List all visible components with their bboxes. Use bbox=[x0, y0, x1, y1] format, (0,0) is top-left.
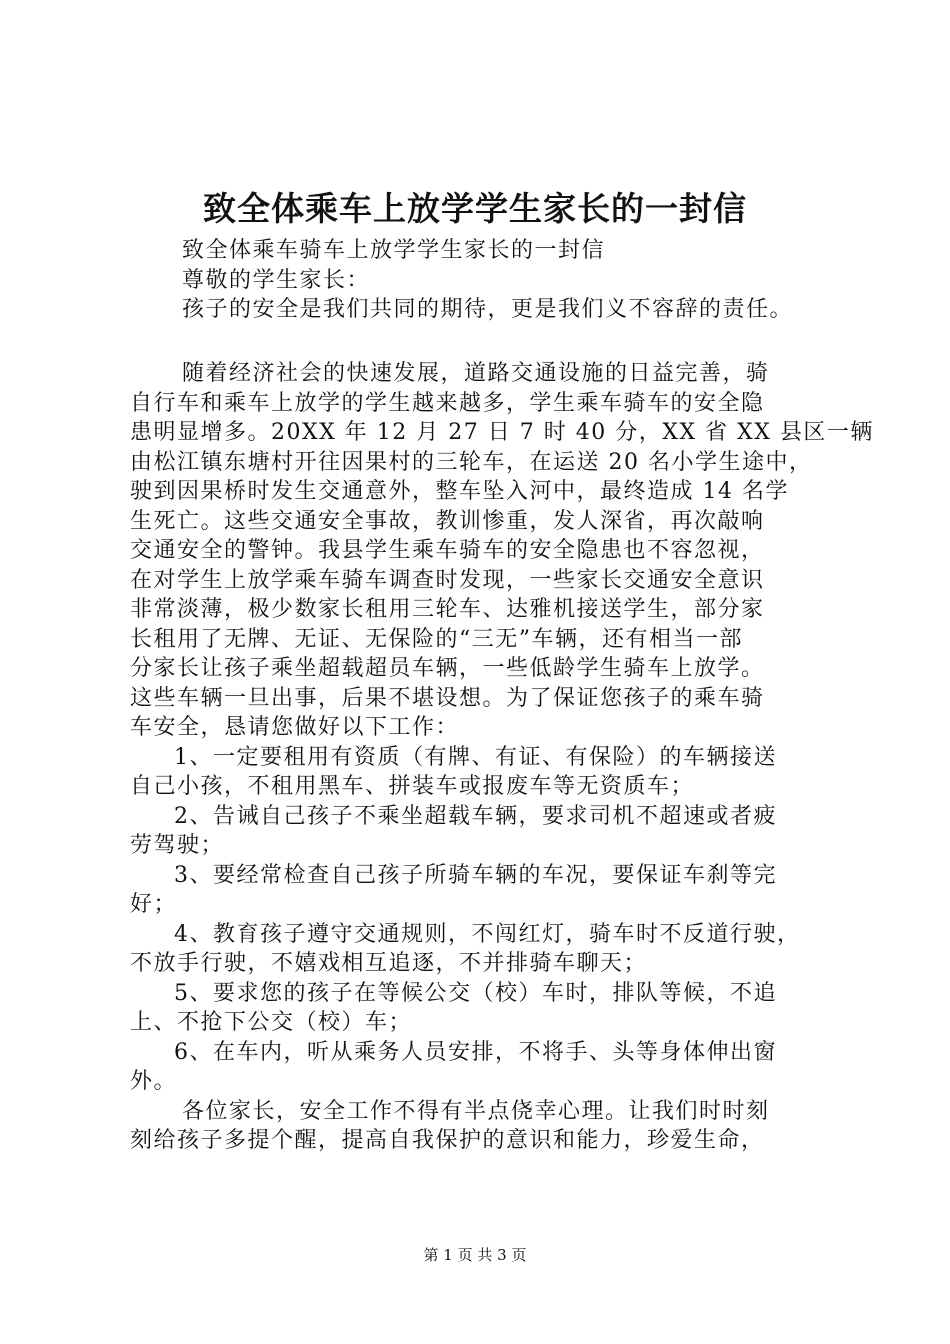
list-item-5-line2: 上、不抢下公交（校）车； bbox=[130, 1010, 413, 1035]
list-item-2-line1: 2、告诫自己孩子不乘坐超载车辆，要求司机不超速或者疲 bbox=[174, 803, 777, 829]
paragraph-line: 随着经济社会的快速发展，道路交通设施的日益完善，骑 bbox=[182, 361, 770, 386]
paragraph-line: 交通安全的警钟。我县学生乘车骑车的安全隐患也不容忽视， bbox=[130, 538, 765, 563]
paragraph-line: 由松江镇东塘村开往因果村的三轮车，在运送 20 名小学生途中， bbox=[130, 449, 813, 475]
paragraph-line: 车安全，恳请您做好以下工作： bbox=[130, 715, 460, 740]
list-item-3-line1: 3、要经常检查自己孩子所骑车辆的车况，要保证车刹等完 bbox=[174, 862, 777, 888]
list-item-3-line2: 好； bbox=[130, 892, 178, 917]
list-item-1-line2: 自己小孩，不租用黑车、拼装车或报废车等无资质车； bbox=[130, 774, 695, 799]
list-item-1-line1: 1、一定要租用有资质（有牌、有证、有保险）的车辆接送 bbox=[174, 744, 777, 770]
paragraph-line: 在对学生上放学乘车骑车调查时发现，一些家长交通安全意识 bbox=[130, 567, 765, 593]
opening-sentence: 孩子的安全是我们共同的期待，更是我们义不容辞的责任。 bbox=[182, 297, 794, 322]
paragraph-line: 患明显增多。20XX 年 12 月 27 日 7 时 40 分，XX 省 XX 县区一辆 bbox=[130, 420, 874, 445]
paragraph-line: 驶到因果桥时发生交通意外，整车坠入河中，最终造成 14 名学 bbox=[130, 479, 789, 504]
list-item-4-line1: 4、教育孩子遵守交通规则，不闯红灯，骑车时不反道行驶， bbox=[174, 921, 801, 947]
paragraph-line: 长租用了无牌、无证、无保险的“三无”车辆，还有相当一部 bbox=[130, 626, 743, 652]
paragraph-line: 分家长让孩子乘坐超载超员车辆，一些低龄学生骑车上放学。 bbox=[130, 656, 765, 681]
salutation: 尊敬的学生家长： bbox=[182, 267, 371, 293]
list-item-5-line1: 5、要求您的孩子在等候公交（校）车时，排队等候，不追 bbox=[174, 980, 777, 1006]
closing-line: 刻给孩子多提个醒，提高自我保护的意识和能力，珍爱生命， bbox=[130, 1128, 765, 1153]
list-item-6-line1: 6、在车内，听从乘务人员安排，不将手、头等身体伸出窗 bbox=[174, 1039, 777, 1065]
paragraph-line: 自行车和乘车上放学的学生越来越多，学生乘车骑车的安全隐 bbox=[130, 390, 765, 416]
document-title: 致全体乘车上放学学生家长的一封信 bbox=[203, 189, 747, 228]
paragraph-line: 非常淡薄，极少数家长租用三轮车、达雅机接送学生，部分家 bbox=[130, 597, 765, 622]
letter-header bbox=[130, 236, 850, 325]
paragraph-line: 这些车辆一旦出事，后果不堪设想。为了保证您孩子的乘车骑 bbox=[130, 685, 765, 711]
list-item-4-line2: 不放手行驶，不嬉戏相互追逐，不并排骑车聊天； bbox=[130, 951, 648, 976]
paragraph-line: 生死亡。这些交通安全事故，教训惨重，发人深省，再次敲响 bbox=[130, 508, 765, 534]
letter-subtitle: 致全体乘车骑车上放学学生家长的一封信 bbox=[182, 238, 606, 263]
list-item-2-line2: 劳驾驶； bbox=[130, 833, 225, 858]
closing-line: 各位家长，安全工作不得有半点侥幸心理。让我们时时刻 bbox=[182, 1098, 770, 1124]
main-paragraph bbox=[130, 359, 874, 1156]
page-footer: 第 1 页 共 3 页 bbox=[423, 1246, 527, 1264]
list-item-6-line2: 外。 bbox=[130, 1069, 178, 1094]
